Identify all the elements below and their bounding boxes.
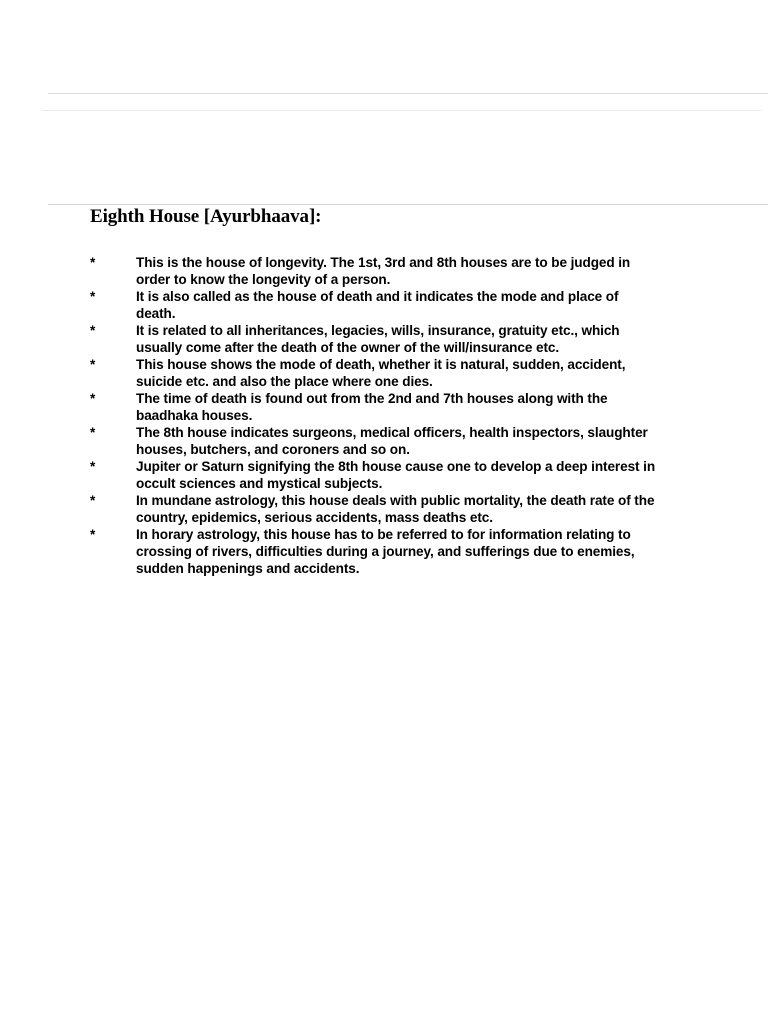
list-item-line: The time of death is found out from the 2nd and 7th houses along with the	[136, 391, 608, 406]
list-item-line: In horary astrology, this house has to be referred to for information relating to	[136, 527, 631, 542]
bullet-marker: *	[90, 323, 96, 338]
list-item	[90, 254, 690, 288]
list-item-text	[136, 458, 690, 492]
list-item	[90, 526, 690, 577]
list-item-text	[136, 390, 690, 424]
list-item	[90, 390, 690, 424]
list-item-line: It is related to all inheritances, legacies, wills, insurance, gratuity etc., which	[136, 323, 620, 338]
list-item	[90, 458, 690, 492]
list-item-line: usually come after the death of the owner of the will/insurance etc.	[136, 340, 560, 355]
list-item-text	[136, 492, 690, 526]
list-item-line: baadhaka houses.	[136, 408, 253, 423]
top-divider	[48, 93, 768, 94]
list-item-line: The 8th house indicates surgeons, medical officers, health inspectors, slaughter	[136, 425, 648, 440]
list-item-line: houses, butchers, and coroners and so on.	[136, 442, 410, 457]
longevity-list	[90, 254, 690, 577]
list-item-line: crossing of rivers, difficulties during a journey, and sufferings due to enemies,	[136, 544, 635, 559]
bullet-marker: *	[90, 391, 96, 406]
bullet-marker: *	[90, 425, 96, 440]
list-item-line: Jupiter or Saturn signifying the 8th house cause one to develop a deep interest in	[136, 459, 656, 474]
list-item	[90, 356, 690, 390]
secondary-divider	[42, 110, 762, 111]
list-item	[90, 322, 690, 356]
bullet-marker: *	[90, 459, 96, 474]
list-item-line: suicide etc. and also the place where one dies.	[136, 374, 433, 389]
list-item	[90, 424, 690, 458]
bullet-marker: *	[90, 357, 96, 372]
list-item-line: This is the house of longevity. The 1st, 3rd and 8th houses are to be judged in	[136, 255, 631, 270]
list-item-line: country, epidemics, serious accidents, mass deaths etc.	[136, 510, 493, 525]
list-item-text	[136, 356, 690, 390]
bullet-marker: *	[90, 493, 96, 508]
list-item-text	[136, 424, 690, 458]
bullet-marker: *	[90, 527, 96, 542]
list-item-text	[136, 526, 690, 577]
section-heading: Eighth House [Ayurbhaava]:	[90, 206, 322, 227]
bullet-marker: *	[90, 289, 96, 304]
list-item	[90, 288, 690, 322]
list-item-line: occult sciences and mystical subjects.	[136, 476, 383, 491]
list-item-line: In mundane astrology, this house deals with public mortality, the death rate of the	[136, 493, 655, 508]
list-item-text	[136, 288, 690, 322]
list-item-line: It is also called as the house of death and it indicates the mode and place of	[136, 289, 619, 304]
list-item	[90, 492, 690, 526]
list-item-text	[136, 254, 690, 288]
list-item-text	[136, 322, 690, 356]
list-item-line: death.	[136, 306, 176, 321]
bullet-marker: *	[90, 255, 96, 270]
section-divider	[48, 204, 768, 205]
list-item-line: order to know the longevity of a person.	[136, 272, 391, 287]
list-item-line: This house shows the mode of death, whether it is natural, sudden, accident,	[136, 357, 626, 372]
list-item-line: sudden happenings and accidents.	[136, 561, 360, 576]
